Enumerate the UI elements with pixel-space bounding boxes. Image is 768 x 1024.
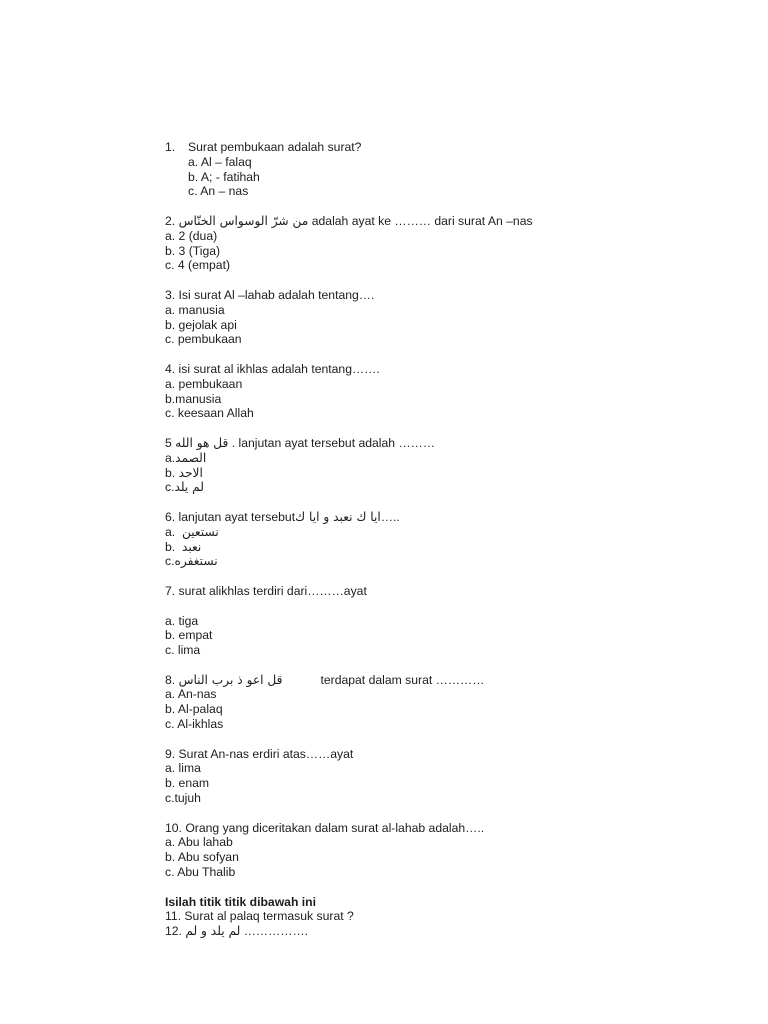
question-12 — [165, 924, 605, 939]
option-a: a. tiga — [165, 613, 199, 628]
question-6 — [165, 510, 605, 525]
option-c: c. lima — [165, 643, 201, 658]
option-b — [165, 540, 605, 555]
arabic-verse: من شرّ الوسواس الخنّاس — [178, 213, 309, 228]
question-number: 8. — [165, 672, 176, 687]
option-c: c. An – nas — [188, 184, 249, 199]
option-b: b. gejolak api — [165, 317, 237, 332]
arabic-verse: قل هو الله — [175, 435, 229, 450]
option-a: a. An-nas — [165, 687, 217, 702]
option-letter: c. — [165, 554, 175, 569]
question-suffix: ……………. — [243, 924, 309, 939]
question-10: 10. Orang yang diceritakan dalam surat al-lahab adalah….. — [165, 820, 485, 835]
question-5 — [165, 436, 605, 451]
arabic-verse: لم يلد و لم — [185, 924, 241, 939]
question-4: 4. isi surat al ikhlas adalah tentang……. — [165, 361, 380, 376]
option-arabic: نستغفره — [174, 554, 218, 569]
quiz-content — [165, 140, 605, 939]
option-arabic: نستعين — [181, 524, 219, 539]
question-number: 5 — [165, 435, 172, 450]
option-a: a. manusia — [165, 302, 225, 317]
option-b: b. Abu sofyan — [165, 850, 239, 865]
question-number: 1. — [165, 140, 176, 154]
option-a: a. lima — [165, 761, 201, 776]
option-b: b. A; - fatihah — [188, 169, 260, 184]
option-b: b. enam — [165, 776, 210, 791]
question-text: terdapat dalam surat ………… — [320, 672, 485, 687]
option-b: b.manusia — [165, 391, 222, 406]
option-b: b. empat — [165, 628, 213, 643]
question-text: Surat pembukaan adalah surat? — [188, 140, 362, 154]
option-b: b. 3 (Tiga) — [165, 243, 221, 258]
option-arabic: نعبد — [181, 539, 202, 554]
option-arabic: الصمد — [175, 450, 207, 465]
option-letter: c. — [165, 480, 175, 495]
option-a: a. Al – falaq — [188, 154, 252, 169]
question-text: 6. lanjutan ayat tersebut — [165, 509, 296, 524]
question-number: 12. — [165, 924, 182, 939]
option-a: a. Abu lahab — [165, 835, 233, 850]
option-b — [165, 466, 605, 481]
arabic-verse: قل اعو ذ برب الناس — [178, 672, 283, 687]
question-3: 3. Isi surat Al –lahab adalah tentang…. — [165, 287, 375, 302]
arabic-verse: ايا ك نعبد و ايا ك — [295, 509, 381, 524]
option-c: c. Al-ikhlas — [165, 717, 224, 732]
option-c — [165, 480, 605, 495]
option-letter: a. — [165, 524, 176, 539]
option-c: c. pembukaan — [165, 332, 242, 347]
option-a: a. pembukaan — [165, 376, 243, 391]
option-a — [165, 525, 605, 540]
option-c: c. 4 (empat) — [165, 258, 231, 273]
question-1 — [165, 140, 605, 155]
option-arabic: لم يلد — [174, 480, 205, 495]
option-c — [165, 554, 605, 569]
option-letter: b. — [165, 465, 176, 480]
section-heading: Isilah titik titik dibawah ini — [165, 894, 317, 909]
question-2 — [165, 214, 605, 229]
question-text: . lanjutan ayat tersebut adalah ……… — [231, 435, 436, 450]
option-c: c. Abu Thalib — [165, 865, 236, 880]
question-7: 7. surat alikhlas terdiri dari………ayat — [165, 583, 367, 598]
question-11: 11. Surat al palaq termasuk surat ? — [165, 909, 354, 924]
option-a — [165, 451, 605, 466]
question-8 — [165, 673, 605, 688]
option-c: c.tujuh — [165, 791, 201, 806]
question-suffix: ….. — [380, 509, 400, 524]
option-letter: a. — [165, 450, 176, 465]
option-a: a. 2 (dua) — [165, 228, 218, 243]
question-9: 9. Surat An-nas erdiri atas……ayat — [165, 746, 354, 761]
question-number: 2. — [165, 213, 176, 228]
option-letter: b. — [165, 539, 176, 554]
option-b: b. Al-palaq — [165, 702, 223, 717]
question-text: adalah ayat ke ……… dari surat An –nas — [311, 213, 533, 228]
option-c: c. keesaan Allah — [165, 406, 254, 421]
option-arabic: الاحد — [178, 465, 203, 480]
